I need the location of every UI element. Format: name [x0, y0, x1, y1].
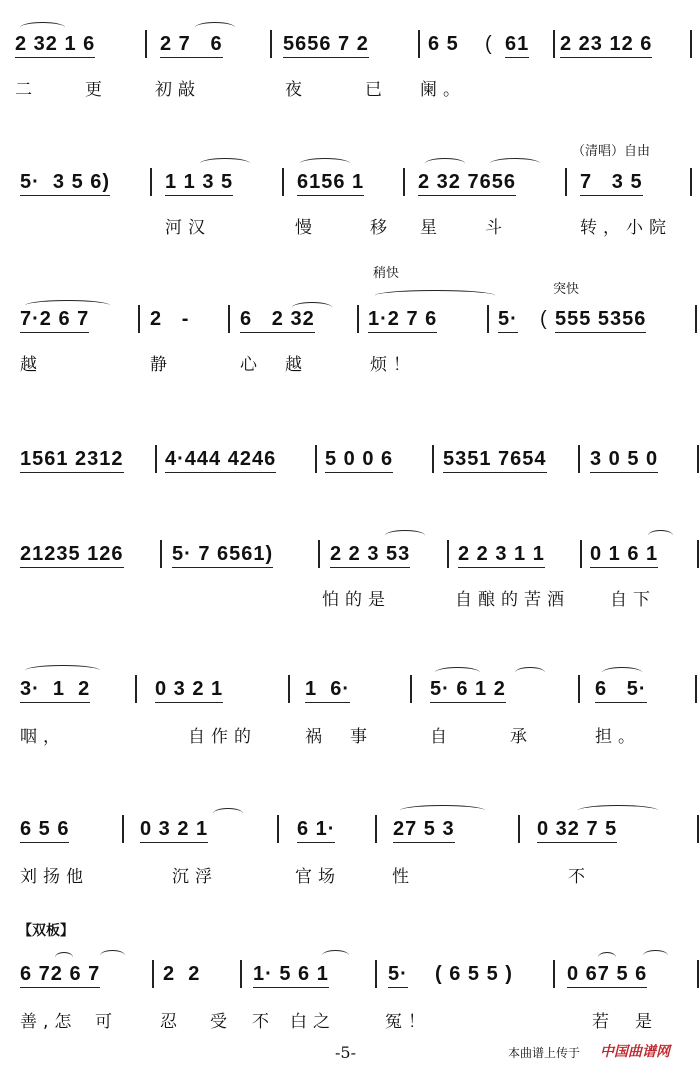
lyric: 二 [15, 80, 38, 100]
measure: 5· 7 6561) [172, 543, 273, 568]
lyric: 事 [350, 727, 373, 747]
lyric: 夜 [285, 80, 308, 100]
lyric: 自 [430, 727, 453, 747]
measure: 61 [505, 33, 529, 58]
measure: 1· 5 6 1 [253, 963, 329, 988]
measure: 6156 1 [297, 171, 364, 196]
measure: 5656 7 2 [283, 33, 369, 58]
slur [648, 530, 673, 541]
bar-line [695, 675, 697, 703]
slur [578, 805, 658, 816]
slur [55, 952, 73, 963]
lyric: 烦！ [370, 355, 416, 375]
bar-line [152, 960, 154, 988]
lyric: 斗 [485, 218, 508, 238]
measure: 3· 1 2 [20, 678, 90, 703]
bar-line [270, 30, 272, 58]
bar-line [695, 305, 697, 333]
lyric: 越 [20, 355, 43, 375]
slur [292, 302, 332, 313]
bar-line [228, 305, 230, 333]
measure: 2 23 12 6 [560, 33, 652, 58]
bar-line [240, 960, 242, 988]
measure: 1561 2312 [20, 448, 124, 473]
bar-line [578, 675, 580, 703]
lyric: 移 [370, 218, 393, 238]
bar-line [375, 960, 377, 988]
slur [515, 667, 545, 678]
bar-line [357, 305, 359, 333]
lyric: 自下 [610, 590, 656, 610]
bar-line [697, 815, 699, 843]
lyric: 怕的是 [322, 590, 391, 610]
measure: 6 5· [595, 678, 647, 703]
bar-line [277, 815, 279, 843]
lyric: 承 [510, 727, 533, 747]
slur [598, 952, 616, 963]
bar-line [403, 168, 405, 196]
slur [425, 158, 465, 169]
measure: 1 1 3 5 [165, 171, 233, 196]
lyric: 不 [568, 867, 591, 887]
bar-line [697, 960, 699, 988]
measure: 7 3 5 [580, 171, 643, 196]
lyric: 官场 [295, 867, 341, 887]
bar-line [135, 675, 137, 703]
lyric: 慢 [295, 218, 318, 238]
measure: 2 32 1 6 [15, 33, 95, 58]
slur [300, 158, 350, 169]
lyric: 转，小院 [580, 218, 672, 238]
measure: 5 0 0 6 [325, 448, 393, 473]
measure: 2 32 7656 [418, 171, 516, 196]
measure: 4·444 4246 [165, 448, 276, 473]
measure: 6 2 32 [240, 308, 315, 333]
slur [20, 22, 65, 33]
measure: 0 32 7 5 [537, 818, 617, 843]
upload-note: 本曲谱上传于 [508, 1046, 581, 1060]
lyric: 受 [210, 1012, 233, 1032]
measure: 555 5356 [555, 308, 646, 333]
bar-line [318, 540, 320, 568]
measure: 6 72 6 7 [20, 963, 100, 988]
slur [490, 158, 540, 169]
slur [25, 665, 100, 676]
slur [435, 667, 480, 678]
measure: 0 67 5 6 [567, 963, 647, 988]
bar-line [697, 445, 699, 473]
lyric: 沉浮 [172, 867, 218, 887]
lyric: 更 [85, 80, 108, 100]
lyric: 可 [95, 1012, 118, 1032]
slur [375, 290, 495, 301]
lyric: 不 [252, 1012, 275, 1032]
bar-line [578, 445, 580, 473]
measure: 5351 7654 [443, 448, 547, 473]
lyric: 善,怎 [20, 1012, 78, 1032]
bar-line [138, 305, 140, 333]
paren: ( [540, 308, 548, 330]
lyric: 初敲 [155, 80, 201, 100]
slur [385, 530, 425, 541]
lyric: 自作的 [188, 727, 257, 747]
measure: 6 5 6 [20, 818, 69, 843]
measure: 3 0 5 0 [590, 448, 658, 473]
lyric: 忍 [160, 1012, 183, 1032]
bar-line [410, 675, 412, 703]
measure: 2 - [150, 308, 190, 330]
tempo-note: 稍快 [373, 266, 400, 281]
tempo-note: 突快 [553, 282, 580, 297]
measure: 6 5 [428, 33, 459, 55]
bar-line [487, 305, 489, 333]
measure: 27 5 3 [393, 818, 455, 843]
lyric: 是 [635, 1012, 658, 1032]
measure: 5· [388, 963, 408, 988]
lyric: 星 [420, 218, 443, 238]
measure: ( 6 5 5 ) [435, 963, 513, 985]
slur [213, 808, 243, 819]
measure: 0 1 6 1 [590, 543, 658, 568]
lyric: 自酿的苦酒 [455, 590, 570, 610]
lyric: 静 [150, 355, 173, 375]
lyric: 河汉 [165, 218, 211, 238]
bar-line [160, 540, 162, 568]
lyric: 若 [592, 1012, 615, 1032]
slur [322, 950, 349, 961]
bar-line [282, 168, 284, 196]
lyric: 刘扬他 [20, 867, 89, 887]
paren: ( [485, 33, 493, 55]
slur [195, 22, 235, 33]
bar-line [375, 815, 377, 843]
slur [643, 950, 668, 961]
bar-line [697, 540, 699, 568]
slur [25, 300, 110, 311]
bar-line [432, 445, 434, 473]
bar-line [150, 168, 152, 196]
slur [100, 950, 125, 961]
page-number: -5- [335, 1043, 356, 1062]
lyric: 冤！ [385, 1012, 431, 1032]
bar-line [155, 445, 157, 473]
lyric: 担。 [595, 727, 641, 747]
measure: 7·2 6 7 [20, 308, 89, 333]
measure: 5· [498, 308, 518, 333]
lyric: 阑。 [420, 80, 466, 100]
bar-line [553, 960, 555, 988]
lyric: 已 [365, 80, 388, 100]
bar-line [553, 30, 555, 58]
measure: 2 2 3 1 1 [458, 543, 545, 568]
measure: 1·2 7 6 [368, 308, 437, 333]
measure: 2 2 3 53 [330, 543, 410, 568]
lyric: 心 [240, 355, 263, 375]
bar-line [447, 540, 449, 568]
lyric: 白之 [290, 1012, 336, 1032]
bar-line [565, 168, 567, 196]
measure: 0 3 2 1 [155, 678, 223, 703]
measure: 6 1· [297, 818, 335, 843]
slur [200, 158, 250, 169]
bar-line [418, 30, 420, 58]
bar-line [315, 445, 317, 473]
measure: 2 7 6 [160, 33, 223, 58]
section-label: 【双板】 [18, 923, 74, 939]
slur [400, 805, 485, 816]
bar-line [145, 30, 147, 58]
bar-line [288, 675, 290, 703]
bar-line [518, 815, 520, 843]
measure: 0 3 2 1 [140, 818, 208, 843]
measure: 5· 6 1 2 [430, 678, 506, 703]
measure: 5· 3 5 6) [20, 171, 110, 196]
performance-note: （清唱）自由 [572, 144, 651, 159]
bar-line [690, 30, 692, 58]
bar-line [122, 815, 124, 843]
site-logo[interactable]: 中国曲谱网 [600, 1044, 670, 1060]
measure: 1 6· [305, 678, 350, 703]
measure: 2 2 [163, 963, 201, 985]
lyric: 祸 [305, 727, 328, 747]
lyric: 越 [285, 355, 308, 375]
slur [602, 667, 642, 678]
lyric: 咽， [20, 727, 66, 747]
bar-line [580, 540, 582, 568]
lyric: 性 [392, 867, 415, 887]
measure: 21235 126 [20, 543, 124, 568]
bar-line [690, 168, 692, 196]
